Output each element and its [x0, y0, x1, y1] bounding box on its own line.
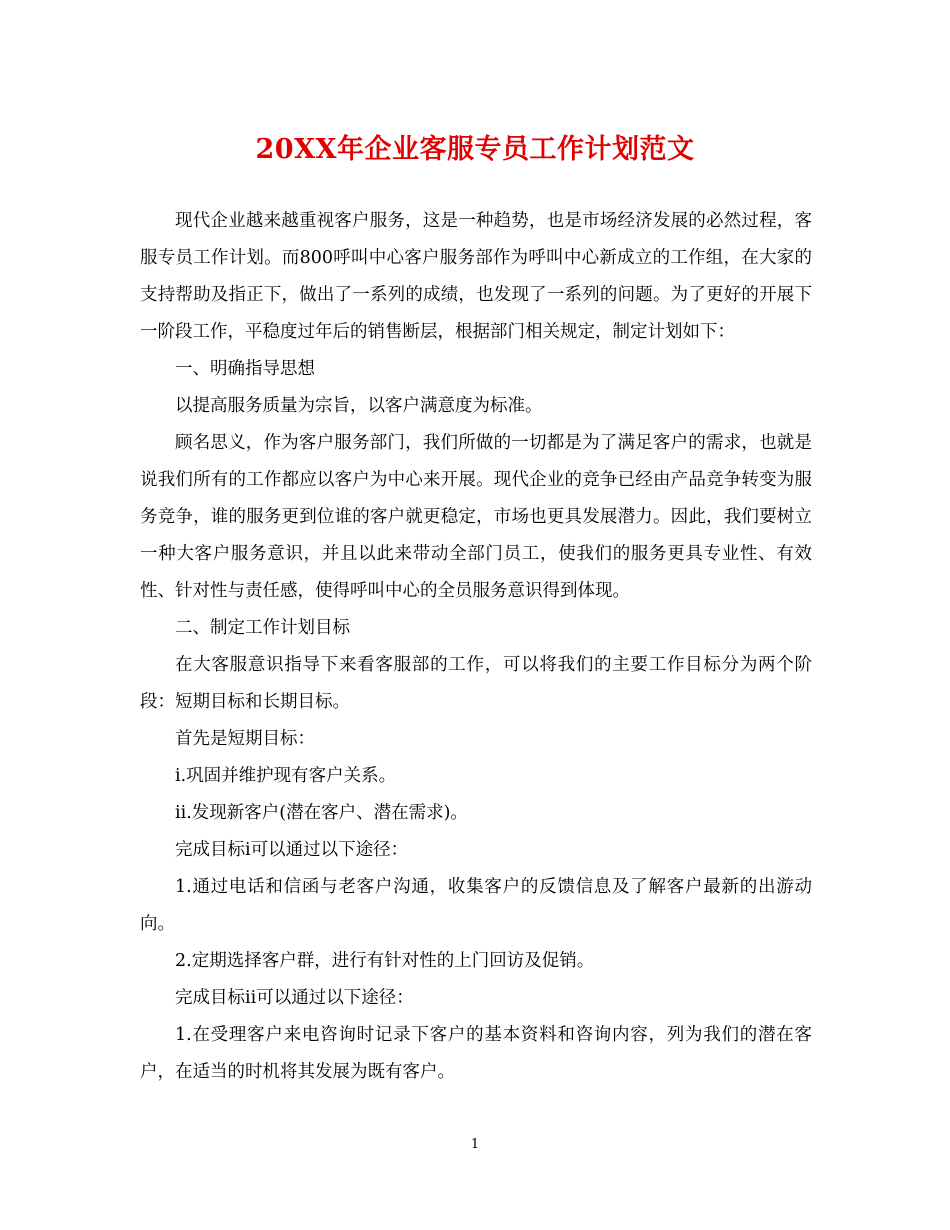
list-item: 2.定期选择客户群，进行有针对性的上门回访及促销。 — [175, 951, 595, 971]
document-title: 20XX年企业客服专员工作计划范文 — [255, 134, 695, 165]
list-item: ii.发现新客户(潜在客户、潜在需求)。 — [175, 803, 468, 823]
section-heading-1: 一、明确指导思想 — [175, 359, 315, 379]
paragraph: 首先是短期目标： — [175, 729, 315, 749]
list-item: i.巩固并维护现有客户关系。 — [175, 766, 397, 786]
document-body — [140, 203, 812, 1091]
paragraph: 完成目标i可以通过以下途径： — [175, 840, 409, 860]
paragraph: 完成目标ii可以通过以下途径： — [175, 988, 414, 1008]
section-heading-2: 二、制定工作计划目标 — [175, 618, 350, 638]
paragraph: 在大客服意识指导下来看客服部的工作，可以将我们的主要工作目标分为两个阶段：短期目标和长期目标。 — [140, 655, 812, 712]
paragraph: 以提高服务质量为宗旨，以客户满意度为标准。 — [175, 396, 543, 416]
list-item: 1.在受理客户来电咨询时记录下客户的基本资料和咨询内容，列为我们的潜在客户，在适当的时机将其发展为既有客户。 — [140, 1025, 812, 1082]
list-item: 1.通过电话和信函与老客户沟通，收集客户的反馈信息及了解客户最新的出游动向。 — [140, 877, 812, 934]
page-number: 1 — [470, 1137, 480, 1152]
paragraph-intro: 现代企业越来越重视客户服务，这是一种趋势，也是市场经济发展的必然过程，客服专员工作计划。而800呼叫中心客户服务部作为呼叫中心新成立的工作组，在大家的支持帮助及指正下，做出了一系列的成绩，也发现了一系列的问题。为了更好的开展下一阶段工作，平稳度过年后的销售断层，根据部门相关规定，制定计划如下： — [140, 211, 812, 342]
paragraph: 顾名思义，作为客户服务部门，我们所做的一切都是为了满足客户的需求，也就是说我们所有的工作都应以客户为中心来开展。现代企业的竞争已经由产品竞争转变为服务竞争，谁的服务更到位谁的客户就更稳定，市场也更具发展潜力。因此，我们要树立一种大客户服务意识，并且以此来带动全部门员工，使我们的服务更具专业性、有效性、针对性与责任感，使得呼叫中心的全员服务意识得到体现。 — [140, 433, 812, 601]
